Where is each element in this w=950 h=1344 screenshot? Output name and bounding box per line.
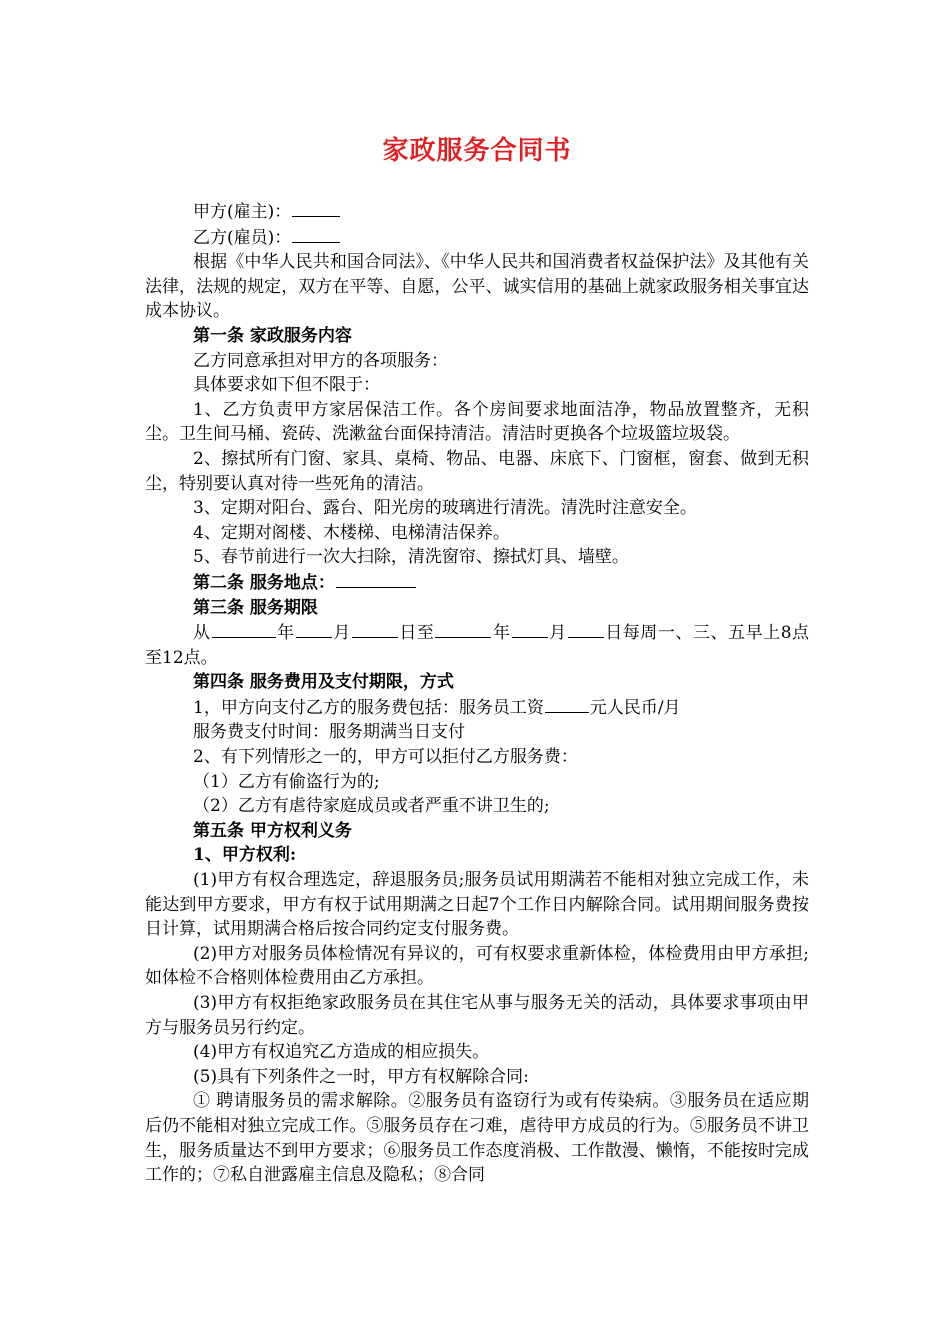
refusal-case-1: （1）乙方有偷盗行为的; <box>193 771 380 792</box>
right-5: (5)具有下列条件之一时，甲方有权解除合同: <box>193 1066 529 1087</box>
article-1-item-2: 2、擦拭所有门窗、家具、桌椅、物品、电器、床底下、门窗框，窗套、做到无积尘，特别要认真对待一些死角的清洁。 <box>145 448 809 494</box>
start-day-blank <box>352 620 398 638</box>
article-1-item-1: 1、乙方负责甲方家居保洁工作。各个房间要求地面洁净，物品放置整齐，无积尘。卫生间马桶、瓷砖、洗漱盆台面保持清洁。清洁时更换各个垃圾篮垃圾袋。 <box>145 399 809 445</box>
right-4: (4)甲方有权追究乙方造成的相应损失。 <box>193 1042 490 1063</box>
article-1-item-4: 4、定期对阁楼、木楼梯、电梯清洁保养。 <box>193 522 510 543</box>
right-2: (2)甲方对服务员体检情况有异议的，可有权要求重新体检，体检费用由甲方承担;如体检不合格则体检费用由乙方承担。 <box>145 943 809 989</box>
article-5-heading: 第五条 甲方权利义务 <box>193 820 352 841</box>
article-4-item-1: 1，甲方向支付乙方的服务费包括：服务员工资 元人民币/月 <box>145 695 809 721</box>
service-period-line: 从 年 月 日至 年 月 日每周一、三、五早上8点至12点。 <box>145 620 809 670</box>
service-location-blank <box>336 570 416 588</box>
party-a-line: 甲方(雇主)： <box>145 199 809 225</box>
article-2-heading: 第二条 服务地点： <box>145 570 809 596</box>
party-b-line: 乙方(雇员)： <box>145 225 809 251</box>
refusal-case-2: （2）乙方有虐待家庭成员或者严重不讲卫生的; <box>193 796 550 817</box>
end-month-blank <box>512 620 548 638</box>
article-3-heading: 第三条 服务期限 <box>193 597 318 618</box>
payment-time: 服务费支付时间：服务期满当日支付 <box>193 722 465 743</box>
end-year-blank <box>435 620 491 638</box>
party-a-blank <box>292 199 340 217</box>
article-1-item-5: 5、春节前进行一次大扫除，清洗窗帘、擦拭灯具、墙壁。 <box>193 547 629 568</box>
document-title: 家政服务合同书 <box>382 136 572 166</box>
start-year-blank <box>212 620 276 638</box>
end-day-blank <box>568 620 604 638</box>
right-1: (1)甲方有权合理选定，辞退服务员;服务员试用期满若不能相对独立完成工作，未能达到甲方要求，甲方有权于试用期满之日起7个工作日内解除合同。试用期间服务费按日计算，试用期满合格后按合同约定支付服务费。 <box>145 870 809 940</box>
preamble: 根据《中华人民共和国合同法》、《中华人民共和国消费者权益保护法》及其他有关法律，法规的规定，双方在平等、自愿，公平、诚实信用的基础上就家政服务相关事宜达成本协议。 <box>145 252 809 322</box>
article-1-item-3: 3、定期对阳台、露台、阳光房的玻璃进行清洗。清洗时注意安全。 <box>193 498 697 519</box>
article-1-requirements: 具体要求如下但不限于： <box>193 375 380 396</box>
document-body <box>145 199 809 1188</box>
start-month-blank <box>296 620 332 638</box>
article-4-heading: 第四条 服务费用及支付期限，方式 <box>193 672 454 693</box>
wage-blank <box>545 695 589 713</box>
party-b-blank <box>292 225 340 243</box>
party-a-rights-heading: 1、甲方权利: <box>193 845 297 866</box>
article-1-heading: 第一条 家政服务内容 <box>193 325 352 346</box>
article-1-intro: 乙方同意承担对甲方的各项服务： <box>193 350 448 371</box>
article-4-item-2: 2、有下列情形之一的，甲方可以拒付乙方服务费： <box>193 747 578 768</box>
right-3: (3)甲方有权拒绝家政服务员在其住宅从事与服务无关的活动，具体要求事项由甲方与服务员另行约定。 <box>145 993 809 1038</box>
termination-conditions: ① 聘请服务员的需求解除。②服务员有盗窃行为或有传染病。③服务员在适应期后仍不能相对独立完成工作。⑤服务员存在刁难，虐待甲方成员的行为。⑤服务员不讲卫生，服务质量达不到甲方要求；⑥服务员工作态度消极、工作散漫、懒惰，不能按时完成工作的；⑦私自泄露雇主信息及隐私；⑧合同 <box>145 1091 809 1186</box>
